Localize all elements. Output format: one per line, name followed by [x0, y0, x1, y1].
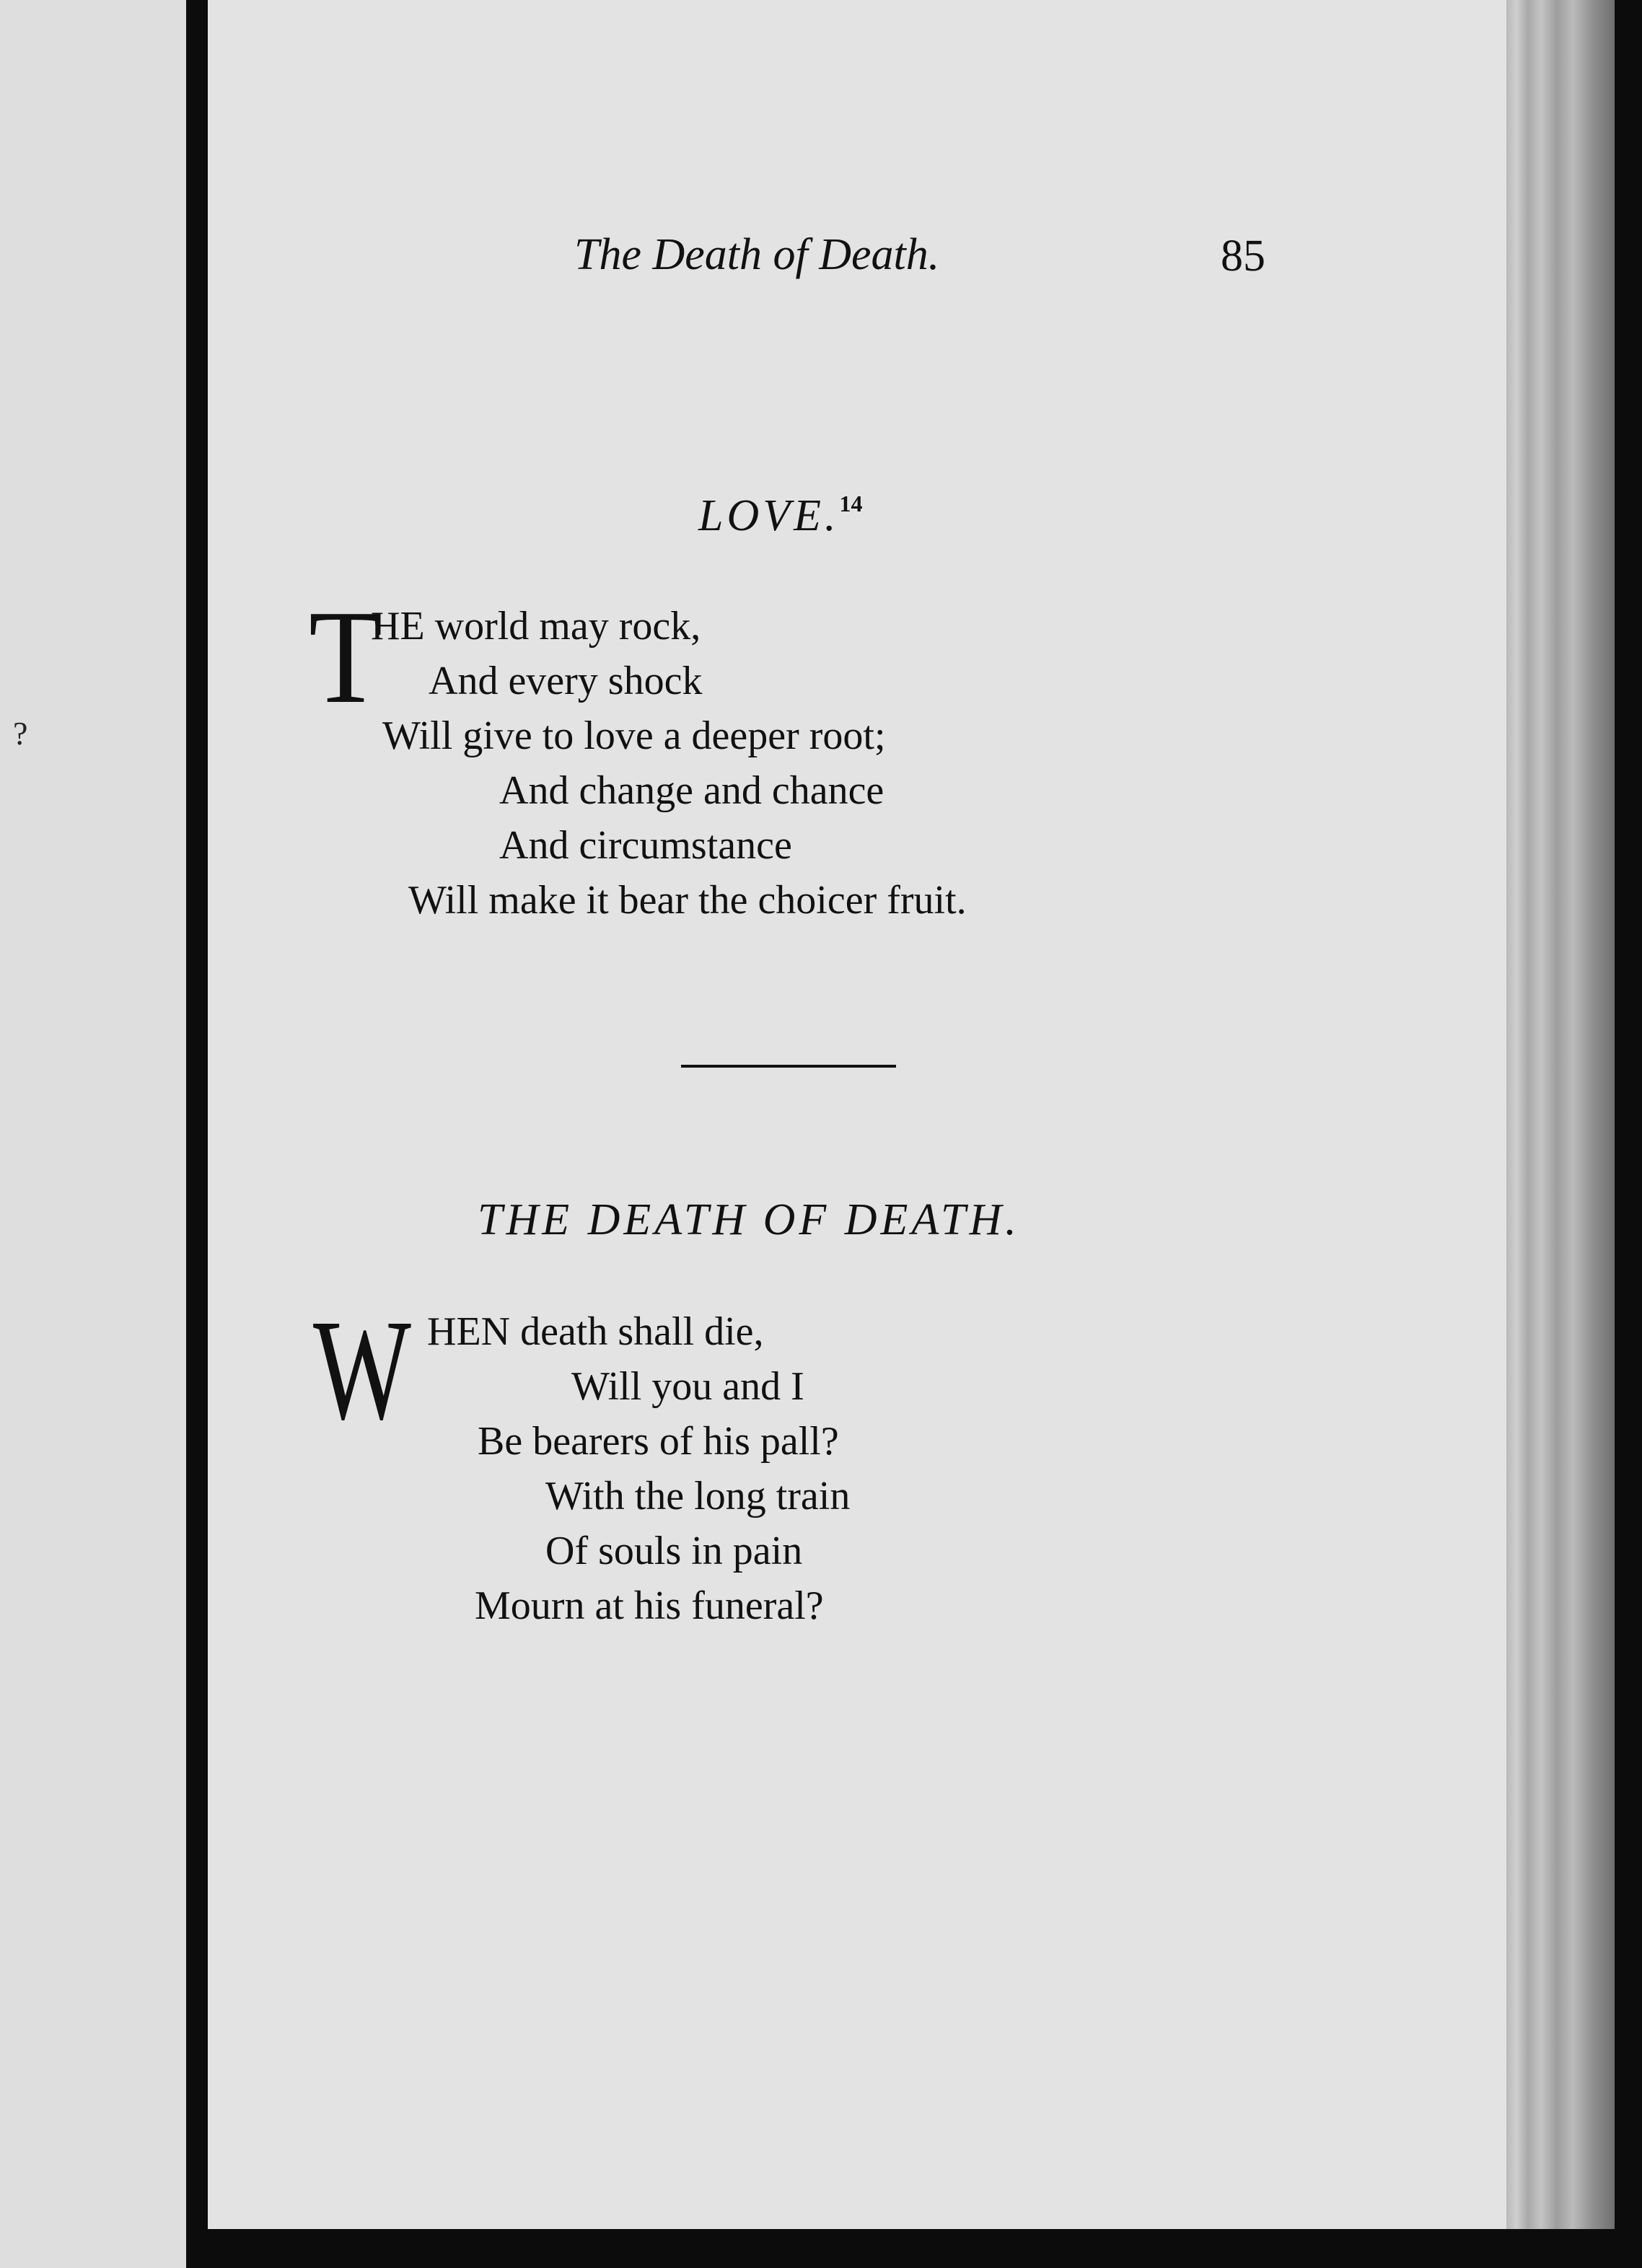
verse-line: HEN death shall die,	[427, 1309, 764, 1354]
verse-line: HE world may rock,	[371, 604, 701, 649]
verse-line: With the long train	[545, 1474, 851, 1518]
facing-page	[0, 0, 186, 2268]
book-gutter	[186, 0, 208, 2268]
verse-line: Will you and I	[571, 1364, 804, 1409]
verse-line: Be bearers of his pall?	[478, 1419, 839, 1464]
margin-mark: ?	[13, 715, 28, 752]
poem-title-death-of-death: THE DEATH OF DEATH.	[478, 1195, 1020, 1244]
footnote-marker: 14	[839, 491, 863, 517]
section-divider	[681, 1065, 896, 1068]
poem-title-love	[698, 491, 863, 542]
running-head: The Death of Death.	[574, 230, 940, 279]
poem-title-text: LOVE.	[698, 491, 840, 540]
verse-line: And every shock	[429, 659, 703, 703]
drop-cap: W	[313, 1291, 411, 1450]
book-page	[208, 0, 1506, 2229]
verse-line: Will give to love a deeper root;	[382, 713, 886, 758]
drop-cap: T	[309, 583, 383, 731]
verse-line: And circumstance	[499, 823, 792, 868]
verse-line: Will make it bear the choicer fruit.	[408, 878, 967, 923]
verse-line: Mourn at his funeral?	[475, 1583, 824, 1628]
page-edges	[1506, 0, 1615, 2229]
verse-line: Of souls in pain	[545, 1529, 803, 1573]
scan-border	[208, 2229, 1642, 2268]
verse-line: And change and chance	[499, 768, 884, 813]
page-number: 85	[1221, 232, 1265, 281]
